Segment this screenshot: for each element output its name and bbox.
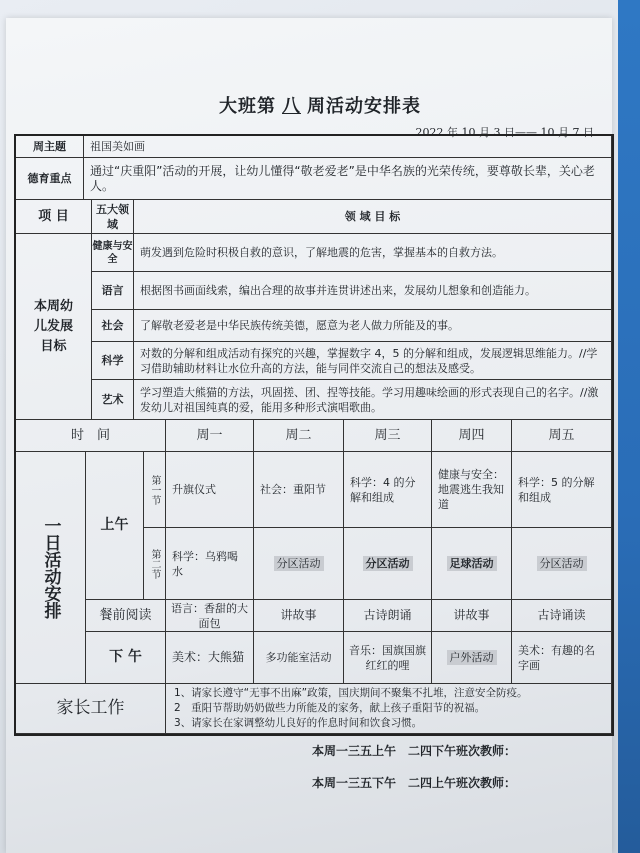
session1-label [144, 452, 166, 528]
parents-item-3: 3、请家长在家调整幼儿良好的作息时间和饮食习惯。 [174, 717, 423, 729]
wed-afternoon: 音乐：国旗国旗红红的哩 [344, 632, 432, 684]
wed-session2-text: 分区活动 [363, 556, 413, 571]
day-mon: 周一 [166, 420, 254, 452]
fri-reading: 古诗诵读 [512, 600, 612, 632]
tue-session2-text: 分区活动 [274, 556, 324, 571]
goal-field-language: 语言 [92, 272, 134, 310]
thu-afternoon-text: 户外活动 [447, 650, 497, 665]
title-week: 八 [282, 96, 301, 117]
thu-reading: 讲故事 [432, 600, 512, 632]
thu-afternoon [432, 632, 512, 684]
afternoon-label: 下 午 [86, 632, 166, 684]
day-wed: 周三 [344, 420, 432, 452]
date-range: 2022 年 10 月 3 日—— 10 月 7 日 [415, 126, 594, 139]
day-tue: 周二 [254, 420, 344, 452]
target-header: 领 域 目 标 [134, 200, 612, 234]
moral-label: 德育重点 [16, 158, 84, 200]
schedule-table [14, 134, 614, 736]
goal-field-science: 科学 [92, 342, 134, 380]
fri-session2-text: 分区活动 [537, 556, 587, 571]
item-header: 项 目 [16, 200, 92, 234]
session1-text: 第一节 [149, 474, 160, 505]
reading-label: 餐前阅读 [86, 600, 166, 632]
goal-text-social: 了解敬老爱老是中华民族传统美德，愿意为老人做力所能及的事。 [134, 310, 612, 342]
parents-label: 家长工作 [16, 684, 166, 734]
thu-session1: 健康与安全：地震逃生我知道 [432, 452, 512, 528]
tue-afternoon: 多功能室活动 [254, 632, 344, 684]
fri-afternoon: 美术：有趣的名字画 [512, 632, 612, 684]
title-prefix: 大班第 [219, 96, 276, 117]
wed-reading: 古诗朗诵 [344, 600, 432, 632]
goal-text-health: 萌发遇到危险时积极自救的意识，了解地震的危害，掌握基本的自救方法。 [134, 234, 612, 272]
daily-schedule-text: 一日活动安排 [40, 516, 61, 619]
goal-field-health: 健康与安全 [92, 234, 134, 272]
footer-line-1: 本周一三五上午 二四下午班次教师： [312, 744, 517, 758]
fri-session2 [512, 528, 612, 600]
theme-value: 祖国美如画 [84, 136, 612, 158]
fri-session1: 科学：5 的分解和组成 [512, 452, 612, 528]
time-header: 时 间 [16, 420, 166, 452]
wed-session2 [344, 528, 432, 600]
mon-session2: 科学：乌鸦喝水 [166, 528, 254, 600]
mon-reading: 语言：香甜的大面包 [166, 600, 254, 632]
goal-text-art: 学习塑造大熊猫的方法，巩固搓、团、捏等技能。学习用趣味绘画的形式表现自己的名字。//激发幼儿对祖国纯真的爱，能用多种形式演唱歌曲。 [134, 380, 612, 420]
tue-reading: 讲故事 [254, 600, 344, 632]
theme-label: 周主题 [16, 136, 84, 158]
goal-field-art: 艺术 [92, 380, 134, 420]
page-title [0, 92, 640, 118]
parents-item-1: 1、请家长遵守“无事不出麻”政策，国庆期间不聚集不扎堆，注意安全防疫。 [174, 687, 528, 699]
background-blue-edge [618, 0, 640, 853]
goals-label: 本周幼儿发展目标 [16, 234, 92, 420]
tue-session2 [254, 528, 344, 600]
mon-session1: 升旗仪式 [166, 452, 254, 528]
wed-session1: 科学：4 的分解和组成 [344, 452, 432, 528]
daily-schedule-label [16, 452, 86, 684]
tue-session1: 社会：重阳节 [254, 452, 344, 528]
parents-item-2: 2 重阳节帮助奶奶做些力所能及的家务，献上孩子重阳节的祝福。 [174, 702, 486, 714]
moral-value: 通过“庆重阳”活动的开展，让幼儿懂得“敬老爱老”是中华名族的光荣传统，要尊敬长辈，关心老人。 [84, 158, 612, 200]
thu-session2 [432, 528, 512, 600]
session2-text: 第二节 [149, 548, 160, 579]
parents-items [166, 684, 612, 734]
fields-header: 五大领域 [92, 200, 134, 234]
goal-field-social: 社会 [92, 310, 134, 342]
footer-line-2: 本周一三五下午 二四上午班次教师： [312, 776, 517, 790]
day-fri: 周五 [512, 420, 612, 452]
goal-text-science: 对数的分解和组成活动有探究的兴趣，掌握数字 4，5 的分解和组成，发展逻辑思维能力。//学习借助辅助材料让水位升高的方法，能与同伴交流自己的想法及感受。 [134, 342, 612, 380]
thu-session2-text: 足球活动 [447, 556, 497, 571]
title-suffix: 周活动安排表 [307, 96, 421, 117]
mon-afternoon: 美术：大熊猫 [166, 632, 254, 684]
morning-label: 上午 [86, 452, 144, 600]
goal-text-language: 根据图书画面线索，编出合理的故事并连贯讲述出来，发展幼儿想象和创造能力。 [134, 272, 612, 310]
session2-label [144, 528, 166, 600]
day-thu: 周四 [432, 420, 512, 452]
